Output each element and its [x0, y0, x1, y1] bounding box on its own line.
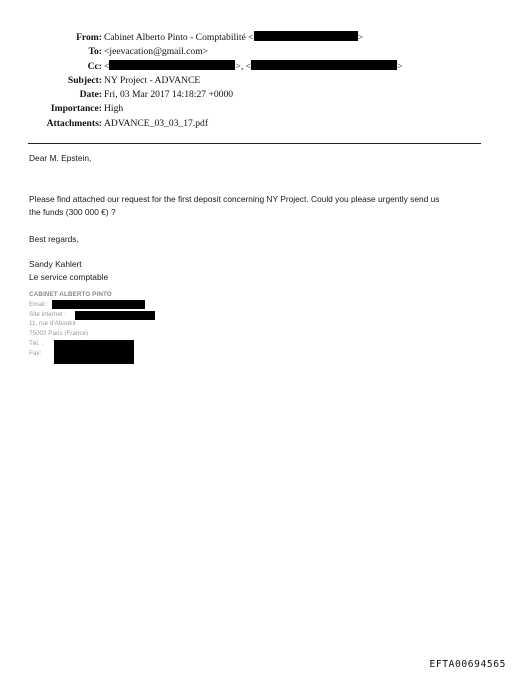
email-header — [0, 31, 512, 131]
fax-label: Fax: — [29, 349, 42, 357]
to-label: To: — [88, 46, 102, 58]
header-from-row — [0, 31, 512, 45]
header-subject-row — [0, 74, 512, 88]
email-label: Email : — [29, 300, 49, 308]
signature-site-row — [29, 310, 112, 320]
header-cc-row — [0, 60, 512, 74]
redaction-bar — [52, 300, 145, 309]
date-label: Date: — [79, 89, 102, 101]
sender-name: Sandy Kahlert — [29, 259, 82, 269]
header-date-row — [0, 88, 512, 102]
sender-block — [29, 258, 489, 283]
redaction-bar — [254, 31, 358, 41]
signature-block — [29, 290, 112, 359]
cc-suffix: > — [397, 60, 403, 72]
signature-tel-row — [29, 339, 112, 349]
redaction-bar — [109, 60, 235, 70]
address-line: 75002 Paris (France) — [29, 330, 89, 338]
to-value: <jeevacation@gmail.com> — [104, 46, 209, 58]
company-name: CABINET ALBERTO PINTO — [29, 291, 112, 298]
paragraph-line: the funds (300 000 €) ? — [29, 206, 116, 217]
cc-prefix: < — [104, 60, 110, 72]
sender-title: Le service comptable — [29, 271, 109, 282]
tel-label: Tél. : — [29, 339, 43, 347]
cc-separator: >, < — [235, 60, 252, 72]
message-paragraph — [29, 193, 489, 218]
document-id: EFTA00694565 — [429, 659, 506, 670]
date-value: Fri, 03 Mar 2017 14:18:27 +0000 — [104, 89, 234, 101]
subject-label: Subject: — [67, 74, 102, 86]
site-label: Site internet : — [29, 310, 67, 318]
address-line: 11, rue d'Aboukir — [29, 320, 76, 328]
header-to-row — [0, 45, 512, 59]
redaction-bar — [251, 60, 397, 70]
from-label: From: — [76, 32, 102, 43]
attachments-value: ADVANCE_03_03_17.pdf — [104, 117, 209, 129]
signature-email-row — [29, 300, 112, 310]
importance-value: High — [104, 103, 124, 115]
from-value: Cabinet Alberto Pinto - Comptabilité < — [104, 32, 254, 43]
header-importance-row — [0, 102, 512, 116]
cc-label: Cc: — [87, 60, 102, 72]
paragraph-line: Please find attached our request for the first deposit concerning NY Project. Could you please urgently send us — [29, 194, 440, 204]
importance-label: Importance: — [50, 103, 102, 115]
subject-value: NY Project - ADVANCE — [104, 74, 201, 86]
header-divider — [28, 143, 481, 144]
attachments-label: Attachments: — [46, 117, 102, 129]
closing: Best regards, — [29, 234, 79, 244]
greeting: Dear M. Epstein, — [29, 153, 92, 163]
from-suffix: > — [357, 32, 363, 43]
redaction-bar — [75, 311, 155, 320]
header-attachments-row — [0, 117, 512, 131]
